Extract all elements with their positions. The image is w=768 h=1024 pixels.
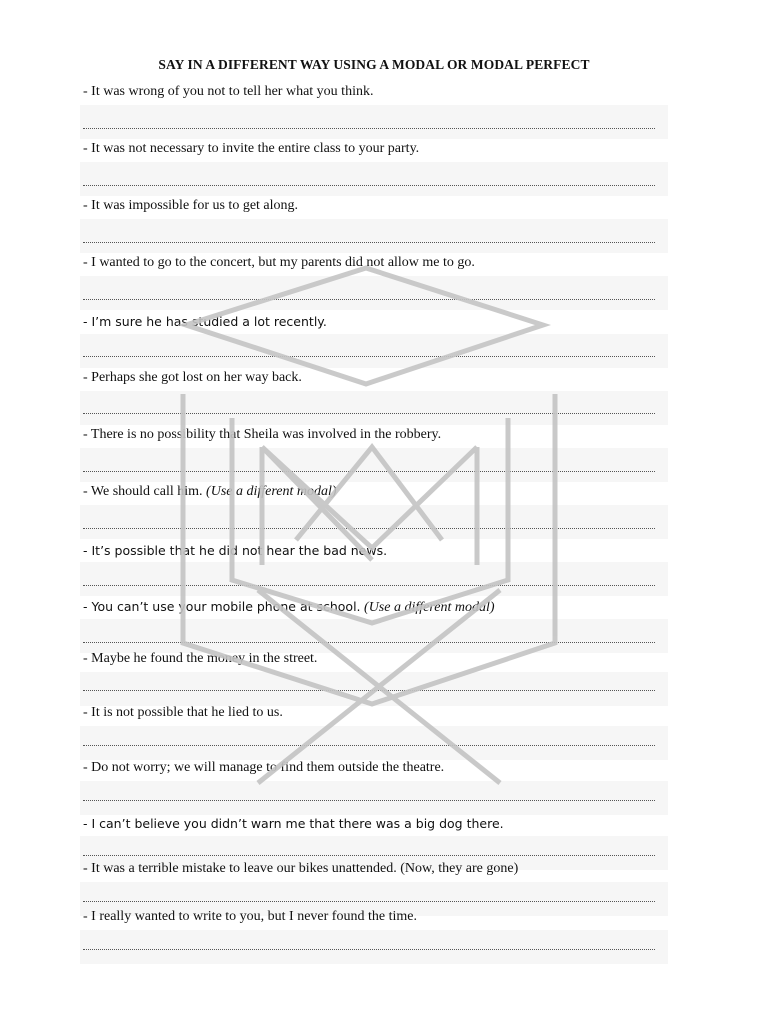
answer-area bbox=[80, 448, 668, 482]
answer-line bbox=[83, 745, 655, 746]
answer-line bbox=[83, 855, 655, 856]
exercise-item: - Maybe he found the money in the street. bbox=[83, 651, 318, 666]
answer-line bbox=[83, 585, 655, 586]
answer-line bbox=[83, 128, 655, 129]
answer-area bbox=[80, 672, 668, 706]
answer-line bbox=[83, 242, 655, 243]
answer-area bbox=[80, 162, 668, 196]
exercise-item: - Do not worry; we will manage to find them outside the theatre. bbox=[83, 760, 445, 775]
exercise-item: - It was not necessary to invite the entire class to your party. bbox=[83, 141, 420, 156]
answer-area bbox=[80, 105, 668, 139]
exercise-item: - It was a terrible mistake to leave our bikes unattended. (Now, they are gone) bbox=[83, 861, 519, 876]
page-title: SAY IN A DIFFERENT WAY USING A MODAL OR MODAL PERFECT bbox=[158, 57, 590, 72]
exercise-item: - I can’t believe you didn’t warn me that there was a big dog there. bbox=[83, 816, 504, 831]
answer-line bbox=[83, 528, 655, 529]
exercise-item: - I really wanted to write to you, but I never found the time. bbox=[83, 909, 417, 924]
answer-line bbox=[83, 185, 655, 186]
exercise-item: - I wanted to go to the concert, but my parents did not allow me to go. bbox=[83, 255, 475, 270]
exercise-item: - It was wrong of you not to tell her what you think. bbox=[83, 84, 374, 99]
answer-area bbox=[80, 930, 668, 964]
answer-area bbox=[80, 562, 668, 596]
answer-area bbox=[80, 276, 668, 310]
exercise-item: - You can’t use your mobile phone at school. (Use a different modal) bbox=[83, 599, 495, 615]
answer-line bbox=[83, 299, 655, 300]
answer-line bbox=[83, 690, 655, 691]
answer-area bbox=[80, 391, 668, 425]
exercise-item: - It is not possible that he lied to us. bbox=[83, 705, 283, 720]
exercise-item: - We should call him. (Use a different modal) bbox=[83, 484, 337, 499]
answer-area bbox=[80, 334, 668, 368]
exercise-item: - It’s possible that he did not hear the bad news. bbox=[83, 543, 388, 558]
exercise-item: - Perhaps she got lost on her way back. bbox=[83, 370, 302, 385]
answer-line bbox=[83, 800, 655, 801]
answer-line bbox=[83, 471, 655, 472]
exercise-item: - I’m sure he has studied a lot recently. bbox=[83, 314, 327, 329]
answer-area bbox=[80, 726, 668, 760]
answer-line bbox=[83, 413, 655, 414]
answer-line bbox=[83, 642, 655, 643]
answer-area bbox=[80, 219, 668, 253]
answer-area bbox=[80, 781, 668, 815]
exercise-item: - There is no possibility that Sheila was involved in the robbery. bbox=[83, 427, 442, 442]
answer-line bbox=[83, 901, 655, 902]
answer-line bbox=[83, 356, 655, 357]
answer-area bbox=[80, 505, 668, 539]
exercise-item: - It was impossible for us to get along. bbox=[83, 198, 299, 213]
answer-line bbox=[83, 949, 655, 950]
answer-area bbox=[80, 619, 668, 653]
